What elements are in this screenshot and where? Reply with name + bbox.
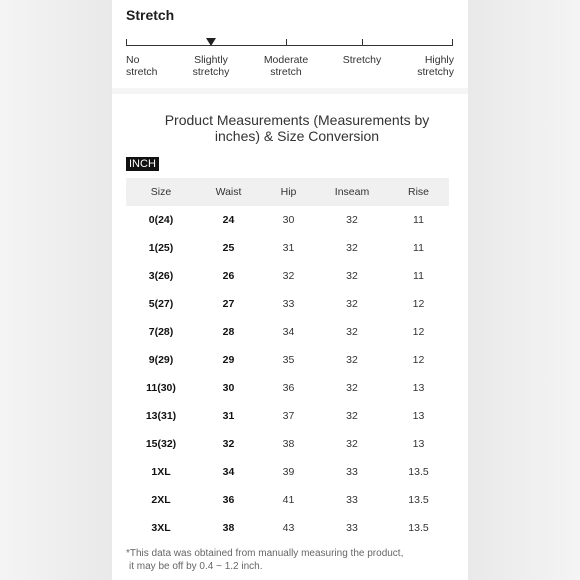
cell-waist: 34 [222, 466, 235, 478]
cell-hip: 32 [282, 270, 295, 282]
stretch-label-line: Slightly [194, 54, 228, 66]
cell-size: 3XL [151, 522, 171, 534]
cell-rise: 11 [413, 270, 424, 282]
cell-inseam: 32 [346, 326, 358, 338]
table-row [126, 318, 449, 346]
stretch-label-line: No [126, 54, 140, 66]
table-row [126, 290, 449, 318]
cell-size: 13(31) [145, 410, 177, 422]
cell-hip: 38 [282, 438, 295, 450]
table-row [126, 486, 449, 514]
table-row [126, 234, 449, 262]
stretch-label-no [126, 54, 186, 78]
cell-hip: 36 [282, 382, 295, 394]
heading-line: inches) & Size Conversion [214, 128, 380, 144]
unit-badge: INCH [126, 157, 159, 171]
table-row [126, 402, 449, 430]
cell-waist: 24 [222, 214, 235, 226]
stretch-label-line: Stretchy [342, 54, 382, 66]
cell-waist: 25 [222, 242, 235, 254]
footnote-line: *This data was obtained from manually measuring the product, [126, 548, 404, 559]
stretch-title: Stretch [126, 7, 175, 23]
cell-waist: 29 [222, 354, 235, 366]
stretch-label-moderate [256, 54, 316, 78]
cell-rise: 12 [412, 326, 425, 338]
stretch-label-line: stretchy [417, 66, 454, 78]
cell-waist: 31 [222, 410, 235, 422]
cell-size: 3(26) [148, 270, 174, 282]
cell-rise: 13 [412, 438, 425, 450]
table-row [126, 346, 449, 374]
stretch-label-line: Highly [424, 54, 454, 66]
column-header-inseam: Inseam [334, 186, 370, 198]
cell-size: 0(24) [148, 214, 174, 226]
table-row [126, 262, 449, 290]
column-header-size: Size [150, 186, 172, 198]
cell-hip: 39 [282, 466, 295, 478]
stretch-scale-line [126, 45, 453, 46]
cell-size: 1(25) [148, 242, 174, 254]
cell-size: 15(32) [145, 438, 177, 450]
column-header-rise: Rise [407, 186, 429, 198]
cell-inseam: 32 [346, 298, 358, 310]
cell-waist: 32 [222, 438, 235, 450]
cell-rise: 13.5 [408, 466, 429, 478]
section-divider [112, 88, 468, 94]
cell-size: 9(29) [148, 354, 174, 366]
cell-inseam: 32 [346, 354, 358, 366]
table-row [126, 458, 449, 486]
size-chart-card [112, 0, 468, 580]
measurements-heading [152, 112, 442, 144]
cell-hip: 37 [282, 410, 295, 422]
cell-rise: 11 [413, 214, 424, 226]
cell-inseam: 33 [346, 522, 358, 534]
stretch-tick-no [126, 39, 127, 46]
cell-inseam: 32 [346, 438, 358, 450]
cell-inseam: 32 [346, 242, 358, 254]
cell-waist: 27 [222, 298, 235, 310]
stretch-label-line: Moderate [263, 54, 309, 66]
background-left [0, 0, 112, 580]
table-header-row [126, 178, 449, 206]
measurement-footnote [126, 548, 456, 573]
cell-size: 7(28) [148, 326, 174, 338]
stretch-tick-moderate [286, 39, 287, 46]
cell-size: 2XL [151, 494, 171, 506]
stretch-level-marker-icon [206, 38, 216, 46]
cell-inseam: 32 [346, 410, 358, 422]
column-header-waist: Waist [215, 186, 242, 198]
cell-size: 11(30) [146, 382, 176, 394]
cell-rise: 11 [413, 242, 424, 254]
stretch-tick-stretchy [362, 39, 363, 46]
cell-waist: 38 [222, 522, 235, 534]
cell-inseam: 32 [346, 382, 358, 394]
cell-hip: 35 [282, 354, 295, 366]
stretch-label-line: stretch [270, 66, 302, 78]
background-right [468, 0, 580, 580]
cell-inseam: 33 [346, 494, 358, 506]
cell-hip: 43 [282, 522, 295, 534]
cell-size: 5(27) [148, 298, 174, 310]
stretch-panel [112, 0, 468, 88]
stretch-label-highly [398, 54, 454, 78]
footnote-line: it may be off by 0.4 ~ 1.2 inch. [129, 560, 263, 572]
heading-line: Product Measurements (Measurements by [164, 112, 430, 128]
cell-hip: 30 [282, 214, 295, 226]
cell-rise: 12 [412, 298, 425, 310]
column-header-hip: Hip [280, 186, 297, 198]
stretch-label-stretchy [332, 54, 392, 66]
cell-rise: 13.5 [408, 494, 429, 506]
table-row [126, 206, 449, 234]
stretch-tick-highly [452, 39, 453, 46]
cell-inseam: 32 [346, 270, 358, 282]
cell-inseam: 32 [346, 214, 358, 226]
cell-hip: 33 [282, 298, 295, 310]
cell-hip: 34 [282, 326, 295, 338]
cell-hip: 41 [282, 494, 295, 506]
cell-size: 1XL [151, 466, 171, 478]
cell-waist: 30 [222, 382, 235, 394]
cell-waist: 28 [222, 326, 235, 338]
cell-rise: 13.5 [408, 522, 429, 534]
table-row [126, 514, 449, 542]
cell-waist: 26 [222, 270, 235, 282]
table-row [126, 374, 449, 402]
cell-waist: 36 [222, 494, 235, 506]
table-row [126, 430, 449, 458]
cell-rise: 13 [412, 382, 425, 394]
table-body [126, 206, 449, 542]
cell-rise: 13 [412, 410, 425, 422]
size-table [126, 178, 449, 542]
cell-hip: 31 [282, 242, 295, 254]
stretch-label-line: stretchy [192, 66, 230, 78]
stretch-label-line: stretch [126, 66, 158, 78]
cell-inseam: 33 [346, 466, 358, 478]
stretch-label-slightly [181, 54, 241, 78]
cell-rise: 12 [412, 354, 425, 366]
